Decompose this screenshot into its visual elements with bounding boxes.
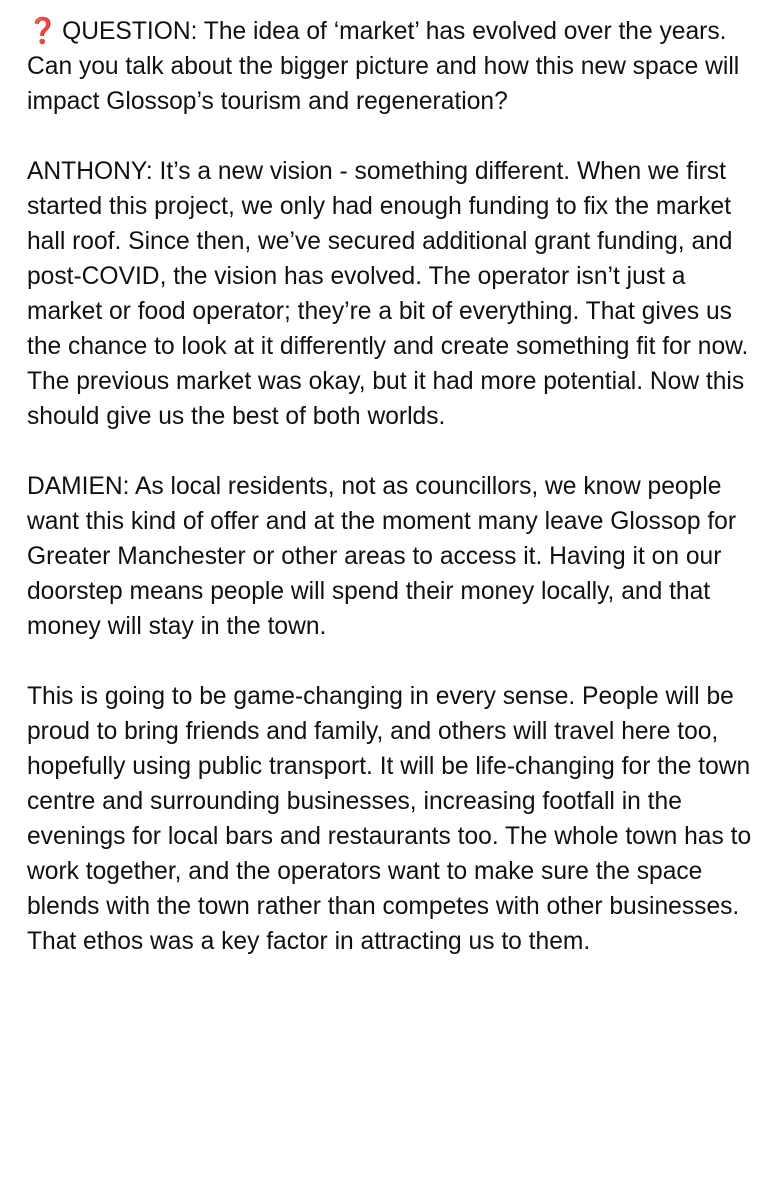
interview-text [27,14,757,959]
question-mark-icon: ❓ [27,17,59,45]
question-paragraph [27,14,757,119]
anthony-answer-paragraph: ANTHONY: It’s a new vision - something different. When we first started this project, we only had enough funding to fix the market hall roof. Since then, we’ve secured additional grant funding, and post-COVID, the vision has evolved. The operator isn’t just a market or food operator; they’re a bit of everything. That gives us the chance to look at it differently and create something fit for now. The previous market was okay, but it had more potential. Now this should give us the best of both worlds. [27,158,749,430]
question-text: QUESTION: The idea of ‘market’ has evolved over the years. Can you talk about the bigger picture and how this new space will impact Glossop’s tourism and regeneration? [27,18,740,115]
damien-continued-paragraph: This is going to be game-changing in every sense. People will be proud to bring friends and family, and others will travel here too, hopefully using public transport. It will be life-changing for the town centre and surrounding businesses, increasing footfall in the evenings for local bars and restaurants too. The whole town has to work together, and the operators want to make sure the space blends with the town rather than competes with other businesses. That ethos was a key factor in attracting us to them. [27,683,752,955]
damien-answer-paragraph: DAMIEN: As local residents, not as councillors, we know people want this kind of offer and at the moment many leave Glossop for Greater Manchester or other areas to access it. Having it on our doorstep means people will spend their money locally, and that money will stay in the town. [27,473,737,640]
